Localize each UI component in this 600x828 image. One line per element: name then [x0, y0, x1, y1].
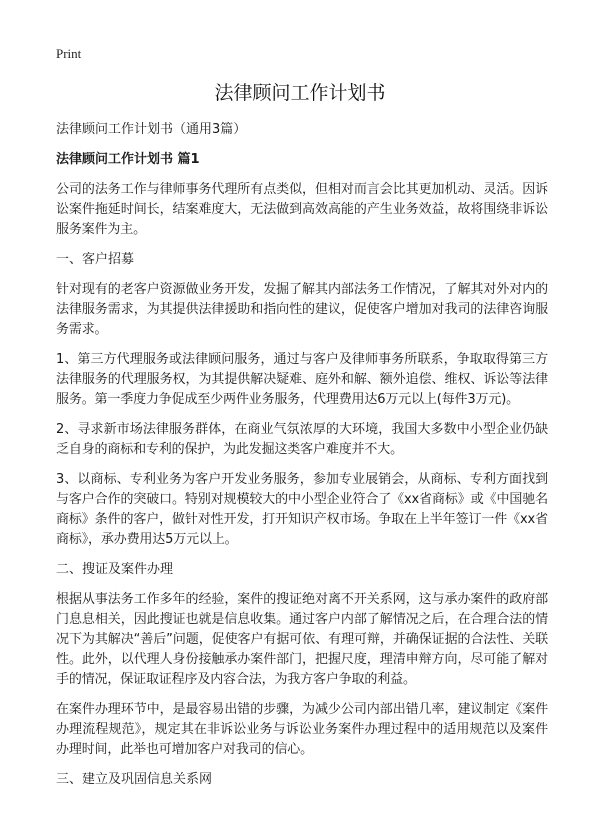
- document-subtitle: 法律顾问工作计划书（通用3篇）: [56, 122, 247, 137]
- list-item-3: 3、以商标、专利业务为客户开发业务服务，参加专业展销会，从商标、专利方面找到与客户合作的突破口。特别对规模较大的中小型企业符合了《xx省商标》或《中国驰名商标》条件的客户，做针对性开发，打开知识产权市场。争取在上半年签订一件《xx省商标》，承办费用达5万元以上。: [56, 472, 548, 547]
- intro-paragraph: 公司的法务工作与律师事务代理所有点类似，但相对而言会比其更加机动、灵活。因诉讼案件拖延时间长，结案难度大，无法做到高效高能的产生业务效益，故将围绕非诉讼服务案件为主。: [56, 182, 548, 237]
- section-title: 法律顾问工作计划书 篇1: [56, 152, 200, 167]
- page-title: 法律顾问工作计划书: [214, 82, 386, 104]
- heading-information-network: 三、建立及巩固信息关系网: [56, 772, 213, 787]
- list-item-1: 1、第三方代理服务或法律顾问服务，通过与客户及律师事务所联系，争取取得第三方法律服务的代理服务权，为其提供解决疑难、庭外和解、额外追偿、维权、诉讼等法律服务。第一季度力争促成至少两件业务服务，代理费用达6万元以上(每件3万元)。: [56, 352, 548, 407]
- list-item-2: 2、寻求新市场法律服务群体，在商业气氛浓厚的大环境，我国大多数中小型企业仍缺乏自身的商标和专利的保护，为此发掘这类客户难度并不大。: [56, 422, 548, 457]
- heading-evidence-cases: 二、搜证及案件办理: [56, 562, 174, 577]
- print-link[interactable]: Print: [56, 46, 82, 61]
- paragraph-case-handling: 在案件办理环节中，是最容易出错的步骤，为减少公司内部出错几率，建议制定《案件办理流程规范》，规定其在非诉讼业务与诉讼业务案件办理过程中的适用规范以及案件办理时间，此举也可增加客户对我司的信心。: [56, 702, 548, 757]
- paragraph-evidence: 根据从事法务工作多年的经验，案件的搜证绝对离不开关系网，这与承办案件的政府部门息息相关，因此搜证也就是信息收集。通过客户内部了解情况之后，在合理合法的情况下为其解决“善后”问题，促使客户有据可依、有理可辩，并确保证据的合法性、关联性。此外，以代理人身份接触承办案件部门，把握尺度，理清申辩方向，尽可能了解对手的情况，保证取证程序及内容合法，为我方客户争取的利益。: [56, 592, 548, 687]
- heading-client-recruitment: 一、客户招募: [56, 252, 135, 267]
- document-body: [56, 120, 548, 800]
- paragraph-client-recruitment: 针对现有的老客户资源做业务开发，发掘了解其内部法务工作情况，了解其对外对内的法律服务需求，为其提供法律援助和指向性的建议，促使客户增加对我司的法律咨询服务需求。: [56, 282, 548, 337]
